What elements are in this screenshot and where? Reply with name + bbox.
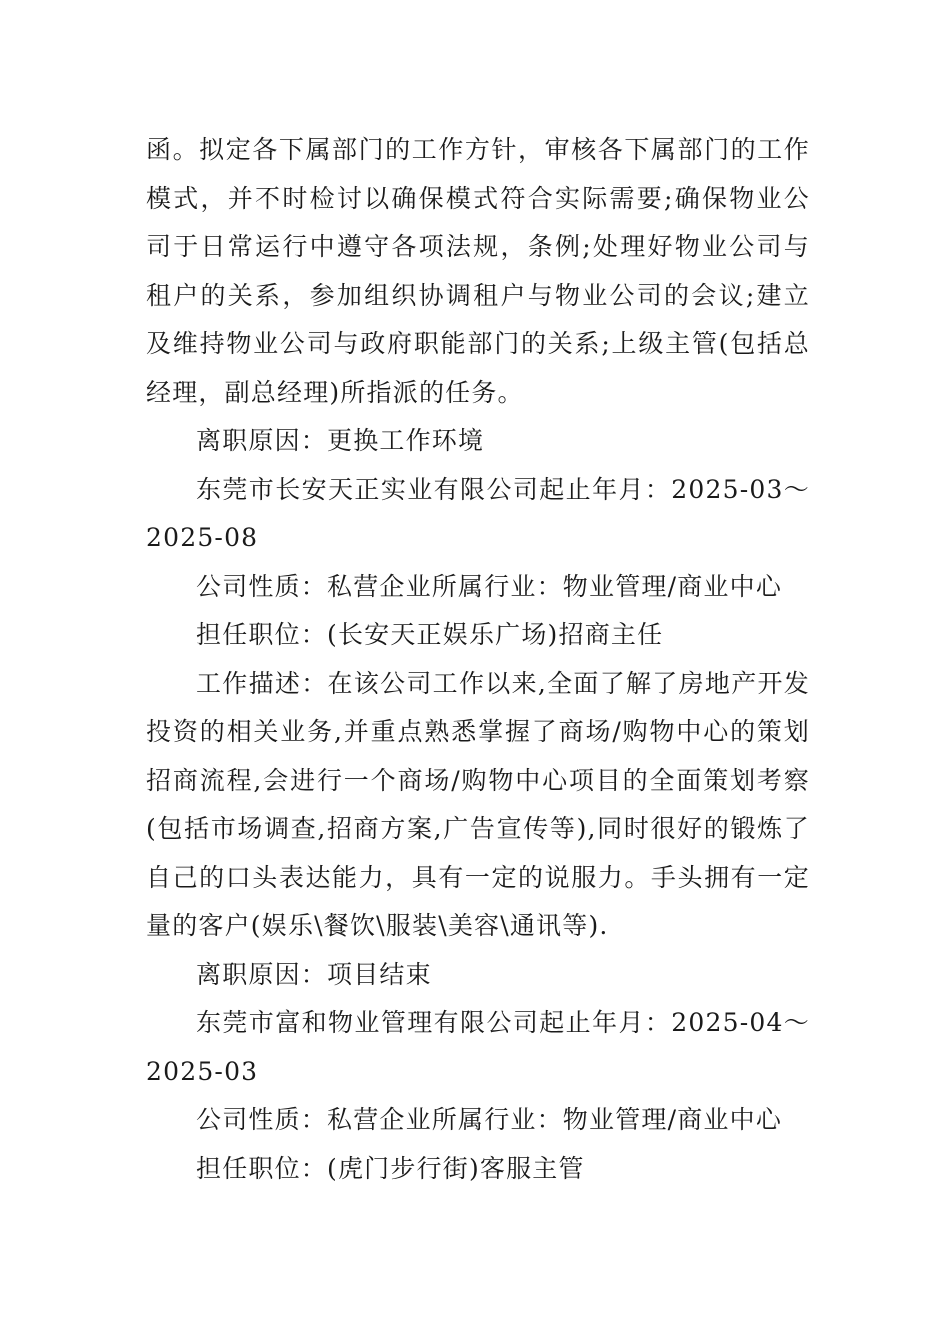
paragraph-company-fuhe: 东莞市富和物业管理有限公司起止年月：2025-04～2025-03 (146, 1008, 810, 1086)
paragraph-leave-reason-2: 离职原因：项目结束 (196, 959, 432, 989)
paragraph-position-1: 担任职位：(长安天正娱乐广场)招商主任 (196, 620, 664, 649)
paragraph-position-2: 担任职位：(虎门步行街)客服主管 (196, 1153, 585, 1183)
paragraph-leave-reason-1: 离职原因：更换工作环境 (196, 426, 485, 455)
paragraph-duties-continued: 函。拟定各下属部门的工作方针，审核各下属部门的工作模式，并不时检讨以确保模式符合实际需要;确保物业公司于日常运行中遵守各项法规，条例;处理好物业公司与租户的关系，参加组织协调租户与物业公司的会议;建立及维持物业公司与政府职能部门的关系;上级主管(包括总经理，副总经理)所指派的任务。 (146, 135, 810, 407)
paragraph-company-nature-2: 公司性质：私营企业所属行业：物业管理/商业中心 (196, 1105, 783, 1134)
paragraph-job-description: 工作描述：在该公司工作以来,全面了解了房地产开发投资的相关业务,并重点熟悉掌握了商场/购物中心的策划招商流程,会进行一个商场/购物中心项目的全面策划考察(包括市场调查,招商方案,广告宣传等),同时很好的锻炼了自己的口头表达能力，具有一定的说服力。手头拥有一定量的客户(娱乐\餐饮\服装\美容\通讯等). (146, 668, 810, 940)
document-body (146, 126, 810, 1193)
paragraph-company-tianzheng: 东莞市长安天正实业有限公司起止年月：2025-03～2025-08 (146, 474, 810, 552)
paragraph-company-nature-1: 公司性质：私营企业所属行业：物业管理/商业中心 (196, 571, 783, 601)
